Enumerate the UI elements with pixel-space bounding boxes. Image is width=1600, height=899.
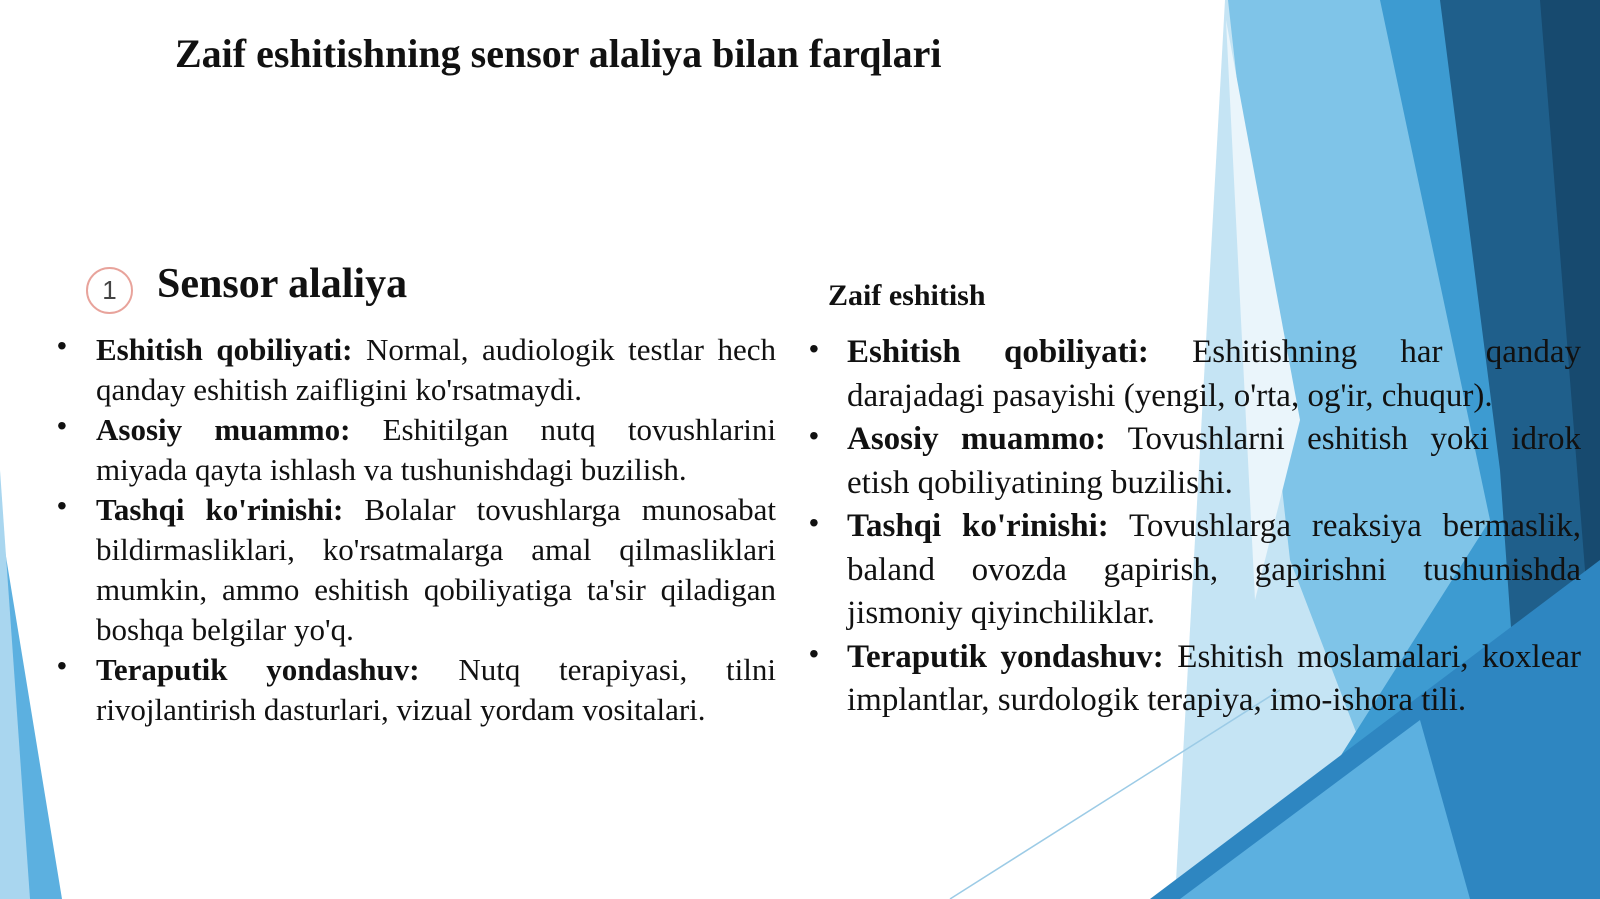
list-item xyxy=(96,490,776,650)
item-text: Bolalar tovushlarga munosabat bildirmasliklari, ko'rsatmalarga amal qilmasliklari mumkin, ammo eshitish qobiliyatiga ta'sir qiladigan boshqa belgilar yo'q. xyxy=(96,492,776,647)
item-text: Eshitishning har qanday darajadagi pasayishi (yengil, o'rta, og'ir, chuqur). xyxy=(847,334,1582,414)
item-text: Eshitilgan nutq tovushlarini miyada qayta ishlash va tushunishdagi buzilish. xyxy=(96,412,776,487)
item-term: Tashqi ko'rinishi: xyxy=(96,492,344,527)
list-item xyxy=(847,636,1581,723)
list-item xyxy=(96,410,776,490)
item-term: Eshitish qobiliyati: xyxy=(96,332,353,367)
item-text: Tovushlarga reaksiya bermaslik, baland ovozda gapirish, gapirishni tushunishda jismoniy qiyinchiliklar. xyxy=(847,508,1581,631)
list-item xyxy=(847,418,1581,505)
list-item xyxy=(96,330,776,410)
right-bullet-list xyxy=(847,331,1581,723)
section-number-badge: 1 xyxy=(86,267,133,314)
list-item xyxy=(847,505,1581,636)
item-term: Asosiy muammo: xyxy=(847,421,1106,457)
item-term: Asosiy muammo: xyxy=(96,412,351,447)
item-text: Nutq terapiyasi, tilni rivojlantirish dasturlari, vizual yordam vositalari. xyxy=(96,652,776,727)
item-term: Tashqi ko'rinishi: xyxy=(847,508,1109,544)
right-column-heading: Zaif eshitish xyxy=(828,279,986,312)
list-item xyxy=(96,650,776,730)
item-term: Eshitish qobiliyati: xyxy=(847,334,1149,370)
item-text: Eshitish moslamalari, koxlear implantlar, surdologik terapiya, imo-ishora tili. xyxy=(847,638,1581,718)
item-term: Teraputik yondashuv: xyxy=(96,652,420,687)
item-text: Tovushlarni eshitish yoki idrok etish qobiliyatining buzilishi. xyxy=(847,421,1582,501)
item-term: Teraputik yondashuv: xyxy=(847,638,1164,675)
slide-title: Zaif eshitishning sensor alaliya bilan farqlari xyxy=(175,31,942,76)
item-text: Normal, audiologik testlar hech qanday eshitish zaifligini ko'rsatmaydi. xyxy=(96,332,776,407)
list-item xyxy=(847,331,1581,418)
left-bullet-list xyxy=(96,330,776,730)
left-column-heading: Sensor alaliya xyxy=(157,261,408,307)
